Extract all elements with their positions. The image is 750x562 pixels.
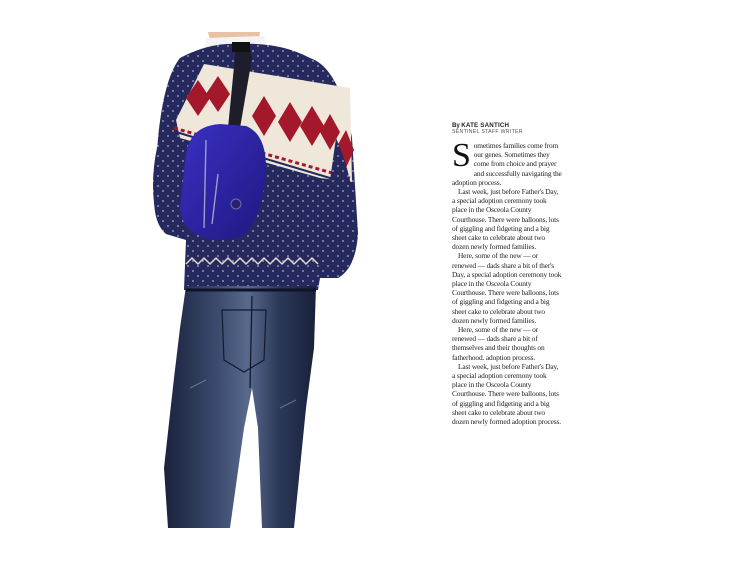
bag-logo — [231, 199, 241, 209]
model-photo — [140, 28, 380, 533]
author-name: KATE SANTICH — [461, 122, 510, 129]
article-byline — [452, 122, 562, 129]
newspaper-article — [452, 122, 562, 517]
byline-prefix: By — [452, 122, 460, 129]
paragraph-5: Last week, just before Father's Day, a special adoption ceremony took place in the Osceola County Courthouse. There were balloons, lots of giggling and fidgeting and a big sheet cake to celebrate about two dozen newly formed adoption process. — [452, 361, 561, 427]
jeans — [164, 286, 316, 528]
paragraph-4: Here, some of the new — or renewed — dads share a bit of themselves and their thoughts on fatherhood. adoption process. — [452, 325, 545, 362]
paragraph-1: ometimes families come from our genes. Sometimes they come from choice and prayer and successfully navigating the adoption process. — [452, 141, 562, 187]
lead-paragraph — [452, 137, 562, 187]
paragraph-2: Last week, just before Father's Day, a special adoption ceremony took place in the Osceola County Courthouse. There were balloons, lots of giggling and fidgeting and a big sheet cake to celebrate about two dozen newly formed families. — [452, 187, 559, 252]
waist-bag — [180, 124, 266, 239]
strap-buckle — [232, 42, 250, 52]
author-role: SENTINEL STAFF WRITER — [452, 129, 523, 135]
drop-cap: S — [452, 137, 471, 174]
paragraph-3: Here, some of the new — or renewed — dads share a bit of ther's Day, a special adoption ceremony took place in the Osceola County Courthouse. There were balloons, lots of giggling and fidgeting and a big sheet cake to celebrate about two dozen newly formed families. — [452, 251, 562, 325]
